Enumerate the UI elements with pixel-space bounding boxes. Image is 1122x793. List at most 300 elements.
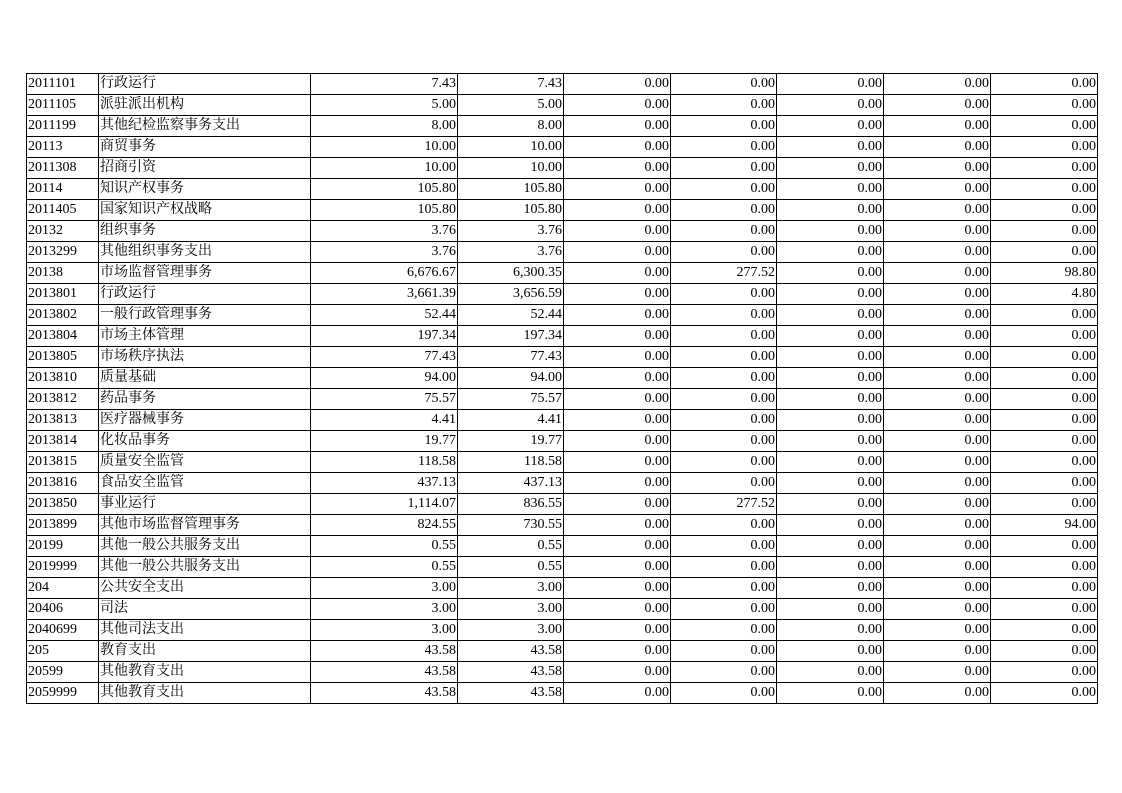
table-row (27, 263, 1098, 284)
amount-cell: 0.00 (564, 368, 671, 389)
amount-cell: 98.80 (991, 263, 1098, 284)
table-row (27, 389, 1098, 410)
subject-name-cell: 公共安全支出 (99, 578, 311, 599)
amount-cell: 0.00 (777, 179, 884, 200)
amount-cell: 0.00 (991, 221, 1098, 242)
subject-code-cell: 2013802 (27, 305, 99, 326)
table-row (27, 158, 1098, 179)
subject-code-cell: 204 (27, 578, 99, 599)
amount-cell: 0.00 (884, 599, 991, 620)
amount-cell: 0.00 (671, 368, 777, 389)
amount-cell: 0.00 (671, 158, 777, 179)
amount-cell: 19.77 (311, 431, 458, 452)
amount-cell: 0.00 (991, 494, 1098, 515)
amount-cell: 0.00 (884, 200, 991, 221)
amount-cell: 0.00 (884, 431, 991, 452)
subject-code-cell: 20599 (27, 662, 99, 683)
amount-cell: 0.00 (884, 179, 991, 200)
table-row (27, 515, 1098, 536)
subject-name-cell: 其他市场监督管理事务 (99, 515, 311, 536)
amount-cell: 0.00 (884, 74, 991, 95)
amount-cell: 0.00 (671, 473, 777, 494)
amount-cell: 0.00 (564, 389, 671, 410)
amount-cell: 0.00 (884, 389, 991, 410)
amount-cell: 10.00 (458, 158, 564, 179)
subject-code-cell: 2019999 (27, 557, 99, 578)
table-row (27, 641, 1098, 662)
amount-cell: 3.76 (311, 242, 458, 263)
table-row (27, 347, 1098, 368)
amount-cell: 0.00 (991, 662, 1098, 683)
amount-cell: 3.00 (311, 578, 458, 599)
subject-name-cell: 化妆品事务 (99, 431, 311, 452)
table-row (27, 242, 1098, 263)
amount-cell: 0.00 (991, 347, 1098, 368)
amount-cell: 7.43 (311, 74, 458, 95)
subject-code-cell: 2011105 (27, 95, 99, 116)
amount-cell: 0.00 (884, 305, 991, 326)
amount-cell: 0.00 (564, 452, 671, 473)
subject-code-cell: 20132 (27, 221, 99, 242)
amount-cell: 3.00 (458, 599, 564, 620)
amount-cell: 0.00 (564, 662, 671, 683)
subject-name-cell: 其他一般公共服务支出 (99, 557, 311, 578)
amount-cell: 0.00 (991, 620, 1098, 641)
subject-name-cell: 其他教育支出 (99, 683, 311, 704)
amount-cell: 0.00 (884, 452, 991, 473)
table-row (27, 578, 1098, 599)
amount-cell: 0.00 (777, 599, 884, 620)
subject-code-cell: 2059999 (27, 683, 99, 704)
amount-cell: 0.00 (991, 578, 1098, 599)
subject-name-cell: 市场秩序执法 (99, 347, 311, 368)
subject-code-cell: 2013815 (27, 452, 99, 473)
amount-cell: 0.00 (671, 536, 777, 557)
subject-name-cell: 医疗器械事务 (99, 410, 311, 431)
subject-name-cell: 食品安全监管 (99, 473, 311, 494)
amount-cell: 0.00 (777, 284, 884, 305)
amount-cell: 4.41 (458, 410, 564, 431)
amount-cell: 52.44 (311, 305, 458, 326)
amount-cell: 0.00 (564, 158, 671, 179)
amount-cell: 0.00 (884, 662, 991, 683)
table-row (27, 620, 1098, 641)
subject-code-cell: 2040699 (27, 620, 99, 641)
amount-cell: 0.00 (991, 368, 1098, 389)
amount-cell: 0.00 (777, 200, 884, 221)
subject-code-cell: 2013816 (27, 473, 99, 494)
table-row (27, 179, 1098, 200)
amount-cell: 0.00 (991, 641, 1098, 662)
amount-cell: 43.58 (311, 641, 458, 662)
amount-cell: 0.00 (671, 284, 777, 305)
subject-code-cell: 2011199 (27, 116, 99, 137)
amount-cell: 0.00 (777, 95, 884, 116)
amount-cell: 437.13 (311, 473, 458, 494)
amount-cell: 3,661.39 (311, 284, 458, 305)
amount-cell: 0.00 (777, 641, 884, 662)
table-row (27, 368, 1098, 389)
amount-cell: 0.00 (671, 116, 777, 137)
amount-cell: 0.00 (777, 347, 884, 368)
subject-code-cell: 2013813 (27, 410, 99, 431)
amount-cell: 0.00 (564, 557, 671, 578)
amount-cell: 0.00 (564, 347, 671, 368)
table-row (27, 284, 1098, 305)
table-row (27, 137, 1098, 158)
amount-cell: 0.00 (671, 347, 777, 368)
amount-cell: 0.00 (777, 473, 884, 494)
amount-cell: 75.57 (458, 389, 564, 410)
amount-cell: 118.58 (458, 452, 564, 473)
amount-cell: 0.00 (564, 431, 671, 452)
amount-cell: 1,114.07 (311, 494, 458, 515)
table-row (27, 431, 1098, 452)
table-row (27, 536, 1098, 557)
amount-cell: 0.00 (671, 326, 777, 347)
table-row (27, 557, 1098, 578)
table-row (27, 662, 1098, 683)
amount-cell: 43.58 (458, 662, 564, 683)
amount-cell: 0.00 (671, 179, 777, 200)
amount-cell: 836.55 (458, 494, 564, 515)
amount-cell: 0.00 (991, 158, 1098, 179)
subject-code-cell: 2013810 (27, 368, 99, 389)
amount-cell: 94.00 (991, 515, 1098, 536)
amount-cell: 3.00 (458, 620, 564, 641)
amount-cell: 3.00 (311, 620, 458, 641)
amount-cell: 3.00 (458, 578, 564, 599)
amount-cell: 0.00 (884, 326, 991, 347)
amount-cell: 0.00 (884, 263, 991, 284)
amount-cell: 0.00 (671, 95, 777, 116)
subject-code-cell: 2013804 (27, 326, 99, 347)
subject-code-cell: 2013814 (27, 431, 99, 452)
amount-cell: 0.00 (777, 137, 884, 158)
amount-cell: 0.00 (991, 137, 1098, 158)
amount-cell: 0.00 (564, 179, 671, 200)
amount-cell: 0.00 (671, 557, 777, 578)
amount-cell: 0.00 (564, 326, 671, 347)
amount-cell: 0.00 (884, 515, 991, 536)
subject-name-cell: 行政运行 (99, 284, 311, 305)
subject-name-cell: 其他一般公共服务支出 (99, 536, 311, 557)
amount-cell: 0.00 (777, 536, 884, 557)
amount-cell: 0.00 (884, 410, 991, 431)
amount-cell: 0.00 (671, 242, 777, 263)
amount-cell: 0.00 (777, 620, 884, 641)
amount-cell: 0.00 (671, 515, 777, 536)
amount-cell: 0.00 (777, 515, 884, 536)
amount-cell: 0.00 (884, 473, 991, 494)
subject-code-cell: 20114 (27, 179, 99, 200)
amount-cell: 19.77 (458, 431, 564, 452)
subject-code-cell: 2013899 (27, 515, 99, 536)
amount-cell: 0.00 (884, 221, 991, 242)
amount-cell: 0.00 (884, 242, 991, 263)
subject-code-cell: 205 (27, 641, 99, 662)
amount-cell: 10.00 (311, 137, 458, 158)
amount-cell: 0.00 (777, 263, 884, 284)
subject-code-cell: 2011308 (27, 158, 99, 179)
amount-cell: 105.80 (311, 200, 458, 221)
subject-name-cell: 行政运行 (99, 74, 311, 95)
amount-cell: 0.00 (777, 221, 884, 242)
amount-cell: 0.00 (991, 557, 1098, 578)
amount-cell: 0.00 (564, 683, 671, 704)
amount-cell: 0.00 (564, 494, 671, 515)
amount-cell: 0.00 (991, 179, 1098, 200)
amount-cell: 0.00 (564, 95, 671, 116)
subject-name-cell: 教育支出 (99, 641, 311, 662)
amount-cell: 0.00 (671, 410, 777, 431)
amount-cell: 0.00 (991, 599, 1098, 620)
amount-cell: 4.80 (991, 284, 1098, 305)
amount-cell: 0.00 (564, 599, 671, 620)
amount-cell: 0.00 (671, 389, 777, 410)
amount-cell: 77.43 (311, 347, 458, 368)
amount-cell: 0.00 (991, 536, 1098, 557)
subject-name-cell: 司法 (99, 599, 311, 620)
amount-cell: 0.00 (884, 95, 991, 116)
amount-cell: 0.00 (671, 305, 777, 326)
subject-name-cell: 事业运行 (99, 494, 311, 515)
subject-name-cell: 其他司法支出 (99, 620, 311, 641)
amount-cell: 0.00 (777, 368, 884, 389)
amount-cell: 0.00 (884, 578, 991, 599)
amount-cell: 0.00 (884, 137, 991, 158)
subject-name-cell: 商贸事务 (99, 137, 311, 158)
subject-name-cell: 药品事务 (99, 389, 311, 410)
amount-cell: 0.00 (884, 494, 991, 515)
amount-cell: 0.00 (671, 221, 777, 242)
amount-cell: 0.00 (671, 74, 777, 95)
table-row (27, 683, 1098, 704)
amount-cell: 0.00 (564, 473, 671, 494)
amount-cell: 7.43 (458, 74, 564, 95)
amount-cell: 0.00 (564, 242, 671, 263)
subject-name-cell: 其他组织事务支出 (99, 242, 311, 263)
subject-name-cell: 质量基础 (99, 368, 311, 389)
amount-cell: 3.76 (311, 221, 458, 242)
amount-cell: 0.00 (671, 599, 777, 620)
amount-cell: 4.41 (311, 410, 458, 431)
amount-cell: 0.00 (777, 431, 884, 452)
amount-cell: 0.00 (991, 452, 1098, 473)
amount-cell: 277.52 (671, 494, 777, 515)
amount-cell: 0.00 (564, 641, 671, 662)
amount-cell: 437.13 (458, 473, 564, 494)
amount-cell: 3.76 (458, 221, 564, 242)
amount-cell: 730.55 (458, 515, 564, 536)
amount-cell: 0.00 (564, 515, 671, 536)
table-row (27, 74, 1098, 95)
subject-name-cell: 其他教育支出 (99, 662, 311, 683)
amount-cell: 0.00 (991, 74, 1098, 95)
amount-cell: 75.57 (311, 389, 458, 410)
subject-code-cell: 20113 (27, 137, 99, 158)
subject-code-cell: 2013805 (27, 347, 99, 368)
amount-cell: 0.00 (884, 158, 991, 179)
table-row (27, 305, 1098, 326)
amount-cell: 0.00 (564, 263, 671, 284)
amount-cell: 0.00 (777, 557, 884, 578)
amount-cell: 8.00 (311, 116, 458, 137)
amount-cell: 0.00 (564, 284, 671, 305)
amount-cell: 0.00 (564, 221, 671, 242)
amount-cell: 94.00 (311, 368, 458, 389)
amount-cell: 0.00 (991, 326, 1098, 347)
amount-cell: 0.00 (991, 683, 1098, 704)
amount-cell: 0.00 (991, 95, 1098, 116)
amount-cell: 0.00 (884, 116, 991, 137)
subject-name-cell: 招商引资 (99, 158, 311, 179)
amount-cell: 0.00 (884, 284, 991, 305)
subject-name-cell: 知识产权事务 (99, 179, 311, 200)
amount-cell: 0.00 (564, 305, 671, 326)
amount-cell: 0.55 (311, 557, 458, 578)
amount-cell: 0.00 (884, 620, 991, 641)
amount-cell: 0.00 (991, 116, 1098, 137)
amount-cell: 0.00 (671, 641, 777, 662)
amount-cell: 0.00 (671, 620, 777, 641)
amount-cell: 0.00 (777, 74, 884, 95)
subject-name-cell: 组织事务 (99, 221, 311, 242)
amount-cell: 0.55 (311, 536, 458, 557)
subject-code-cell: 2011101 (27, 74, 99, 95)
amount-cell: 0.00 (991, 410, 1098, 431)
expenditure-table (26, 73, 1098, 704)
amount-cell: 0.00 (884, 683, 991, 704)
amount-cell: 0.55 (458, 557, 564, 578)
table-row (27, 221, 1098, 242)
amount-cell: 0.00 (564, 410, 671, 431)
amount-cell: 0.00 (564, 620, 671, 641)
amount-cell: 0.00 (777, 452, 884, 473)
table-row (27, 116, 1098, 137)
amount-cell: 105.80 (458, 179, 564, 200)
subject-code-cell: 2013812 (27, 389, 99, 410)
amount-cell: 0.00 (991, 431, 1098, 452)
subject-name-cell: 其他纪检监察事务支出 (99, 116, 311, 137)
amount-cell: 0.00 (777, 410, 884, 431)
amount-cell: 5.00 (458, 95, 564, 116)
amount-cell: 3,656.59 (458, 284, 564, 305)
subject-name-cell: 一般行政管理事务 (99, 305, 311, 326)
amount-cell: 0.00 (777, 389, 884, 410)
amount-cell: 0.00 (671, 200, 777, 221)
table-row (27, 95, 1098, 116)
amount-cell: 0.00 (991, 200, 1098, 221)
amount-cell: 0.00 (564, 137, 671, 158)
amount-cell: 8.00 (458, 116, 564, 137)
amount-cell: 0.00 (777, 683, 884, 704)
amount-cell: 0.00 (671, 431, 777, 452)
subject-code-cell: 2013801 (27, 284, 99, 305)
table-row (27, 473, 1098, 494)
amount-cell: 197.34 (458, 326, 564, 347)
subject-code-cell: 20138 (27, 263, 99, 284)
table-row (27, 410, 1098, 431)
amount-cell: 43.58 (311, 683, 458, 704)
amount-cell: 0.00 (884, 368, 991, 389)
amount-cell: 0.00 (884, 347, 991, 368)
amount-cell: 0.00 (564, 74, 671, 95)
amount-cell: 10.00 (458, 137, 564, 158)
amount-cell: 0.00 (671, 578, 777, 599)
amount-cell: 0.00 (884, 536, 991, 557)
amount-cell: 3.76 (458, 242, 564, 263)
subject-name-cell: 市场主体管理 (99, 326, 311, 347)
amount-cell: 0.00 (777, 326, 884, 347)
subject-code-cell: 20199 (27, 536, 99, 557)
subject-code-cell: 2011405 (27, 200, 99, 221)
amount-cell: 5.00 (311, 95, 458, 116)
amount-cell: 0.00 (777, 494, 884, 515)
amount-cell: 0.00 (564, 536, 671, 557)
amount-cell: 43.58 (458, 641, 564, 662)
subject-code-cell: 2013850 (27, 494, 99, 515)
subject-code-cell: 20406 (27, 599, 99, 620)
amount-cell: 0.55 (458, 536, 564, 557)
table-row (27, 599, 1098, 620)
amount-cell: 0.00 (564, 578, 671, 599)
amount-cell: 10.00 (311, 158, 458, 179)
amount-cell: 0.00 (671, 452, 777, 473)
amount-cell: 0.00 (884, 641, 991, 662)
amount-cell: 0.00 (991, 242, 1098, 263)
amount-cell: 43.58 (458, 683, 564, 704)
table-row (27, 452, 1098, 473)
amount-cell: 94.00 (458, 368, 564, 389)
amount-cell: 0.00 (564, 200, 671, 221)
amount-cell: 105.80 (311, 179, 458, 200)
subject-name-cell: 市场监督管理事务 (99, 263, 311, 284)
table-body (27, 74, 1098, 704)
amount-cell: 0.00 (777, 662, 884, 683)
subject-name-cell: 质量安全监管 (99, 452, 311, 473)
amount-cell: 0.00 (671, 662, 777, 683)
amount-cell: 43.58 (311, 662, 458, 683)
amount-cell: 0.00 (777, 158, 884, 179)
amount-cell: 3.00 (311, 599, 458, 620)
subject-code-cell: 2013299 (27, 242, 99, 263)
amount-cell: 197.34 (311, 326, 458, 347)
amount-cell: 0.00 (671, 137, 777, 158)
amount-cell: 0.00 (564, 116, 671, 137)
amount-cell: 0.00 (991, 473, 1098, 494)
table-row (27, 326, 1098, 347)
amount-cell: 52.44 (458, 305, 564, 326)
amount-cell: 0.00 (991, 389, 1098, 410)
amount-cell: 277.52 (671, 263, 777, 284)
amount-cell: 824.55 (311, 515, 458, 536)
table-row (27, 200, 1098, 221)
subject-name-cell: 国家知识产权战略 (99, 200, 311, 221)
amount-cell: 0.00 (991, 305, 1098, 326)
amount-cell: 105.80 (458, 200, 564, 221)
table-row (27, 494, 1098, 515)
amount-cell: 0.00 (777, 305, 884, 326)
amount-cell: 118.58 (311, 452, 458, 473)
amount-cell: 0.00 (777, 242, 884, 263)
subject-name-cell: 派驻派出机构 (99, 95, 311, 116)
amount-cell: 6,300.35 (458, 263, 564, 284)
amount-cell: 0.00 (777, 578, 884, 599)
amount-cell: 6,676.67 (311, 263, 458, 284)
amount-cell: 77.43 (458, 347, 564, 368)
amount-cell: 0.00 (671, 683, 777, 704)
